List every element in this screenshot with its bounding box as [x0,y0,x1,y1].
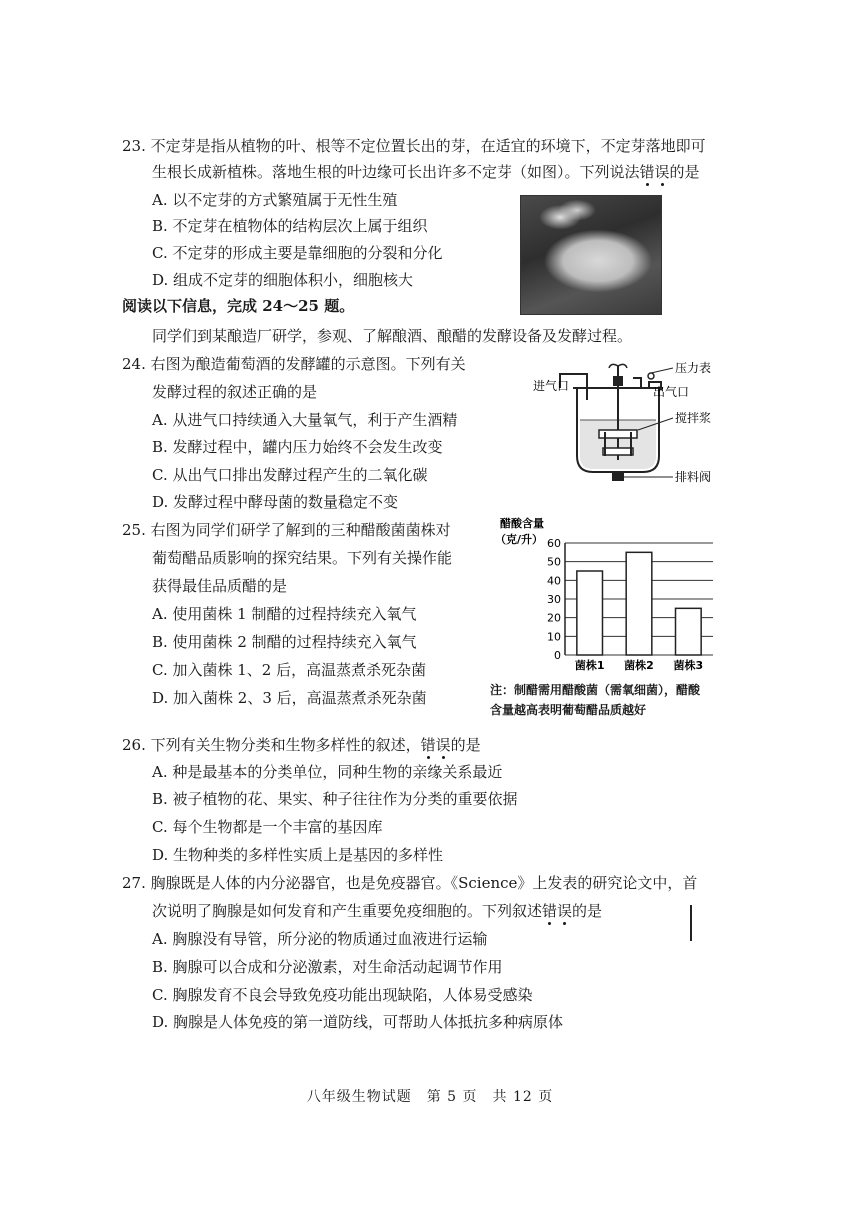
q23-option-a: A. 以不定芽的方式繁殖属于无性生殖 [152,191,398,209]
pen-mark [690,905,692,941]
reading-title: 阅读以下信息，完成 24～25 题。 [122,297,355,315]
chart-ylabel-line1: 醋酸含量 [500,517,544,530]
q27-option-a: A. 胸腺没有导管，所分泌的物质通过血液进行运输 [152,930,488,948]
q26-option-b: B. 被子植物的花、果实、种子往往作为分类的重要依据 [152,790,518,808]
q24-option-b: B. 发酵过程中，罐内压力始终不会发生改变 [152,438,443,456]
reading-intro: 同学们到某酿造厂研学，参观、了解酿酒、酿醋的发酵设备及发酵过程。 [152,327,633,345]
q27-option-d: D. 胸腺是人体免疫的第一道防线，可帮助人体抵抗多种病原体 [152,1013,564,1031]
q24-stem-line2: 发酵过程的叙述正确的是 [152,383,318,401]
q25-option-c: C. 加入菌株 1、2 后，高温蒸煮杀死杂菌 [152,661,427,679]
q25-option-a: A. 使用菌株 1 制醋的过程持续充入氧气 [152,605,417,623]
page-footer: 八年级生物试题 第 5 页 共 12 页 [306,1089,554,1105]
q27-stem-line1: 27. 胸腺既是人体的内分泌器官，也是免疫器官。《Science》上发表的研究论文中，首 [122,874,698,892]
diagram-label-stirrer: 搅拌浆 [675,411,712,425]
q27-option-b: B. 胸腺可以合成和分泌激素，对生命活动起调节作用 [152,958,503,976]
q24-stem-line1: 24. 右图为酿造葡萄酒的发酵罐的示意图。下列有关 [122,355,466,373]
chart-bar [577,571,603,655]
chart-ytick-label: 20 [547,611,561,625]
chart-ytick-label: 50 [547,555,561,569]
q24-option-d: D. 发酵过程中酵母菌的数量稳定不变 [152,493,399,511]
chart-bar [676,608,702,655]
chart-note-line2: 含量越高表明葡萄醋品质越好 [490,703,647,717]
fermenter-diagram [525,360,725,495]
chart-ytick-label: 30 [547,593,561,606]
adventitious-bud-leaf-photo [520,195,662,315]
diagram-label-gauge: 压力表 [675,361,712,375]
acetic-acid-bar-chart [495,515,720,675]
q25-option-b: B. 使用菌株 2 制醋的过程持续充入氧气 [152,633,417,651]
q26-option-c: C. 每个生物都是一个丰富的基因库 [152,818,383,836]
chart-ytick-label: 40 [547,574,561,588]
q24-option-c: C. 从出气口排出发酵过程产生的二氧化碳 [152,466,428,484]
q25-option-d: D. 加入菌株 2、3 后，高温蒸煮杀死杂菌 [152,689,427,707]
diagram-label-inlet: 进气口 [533,379,570,393]
q23-stem-line1: 23. 不定芽是指从植物的叶、根等不定位置长出的芽，在适宜的环境下，不定芽落地即可 [122,137,706,155]
chart-bar [626,552,652,655]
q23-stem-line2: 生根长成新植株。落地生根的叶边缘可长出许多不定芽（如图）。下列说法错误的是 [152,163,700,181]
chart-category-label: 菌株2 [624,659,654,672]
q23-option-b: B. 不定芽在植物体的结构层次上属于组织 [152,217,428,235]
q26-stem: 26. 下列有关生物分类和生物多样性的叙述，错误的是 [122,736,481,754]
q27-option-c: C. 胸腺发育不良会导致免疫功能出现缺陷，人体易受感染 [152,986,533,1004]
q25-stem-line3: 获得最佳品质醋的是 [152,577,288,595]
chart-category-label: 菌株1 [574,659,605,672]
chart-ytick-label: 60 [547,537,561,550]
q24-option-a: A. 从进气口持续通入大量氧气，利于产生酒精 [152,411,458,429]
q26-option-d: D. 生物种类的多样性实质上是基因的多样性 [152,846,444,864]
chart-ytick-label: 0 [554,649,561,662]
q25-stem-line1: 25. 右图为同学们研学了解到的三种醋酸菌菌株对 [122,521,451,539]
chart-category-label: 菌株3 [673,659,704,672]
q27-stem-line2: 次说明了胸腺是如何发育和产生重要免疫细胞的。下列叙述错误的是 [152,902,603,920]
q25-stem-line2: 葡萄醋品质影响的探究结果。下列有关操作能 [152,549,453,567]
q23-option-d: D. 组成不定芽的细胞体积小，细胞核大 [152,271,414,289]
q26-option-a: A. 种是最基本的分类单位，同种生物的亲缘关系最近 [152,763,503,781]
chart-ytick-label: 10 [547,630,561,644]
chart-note-line1: 注：制醋需用醋酸菌（需氧细菌），醋酸 [490,683,701,697]
q23-option-c: C. 不定芽的形成主要是靠细胞的分裂和分化 [152,244,443,262]
diagram-label-valve: 排料阀 [675,470,712,484]
diagram-label-outlet: 出气口 [653,385,690,399]
chart-ylabel-line2: （克/升） [495,533,544,546]
